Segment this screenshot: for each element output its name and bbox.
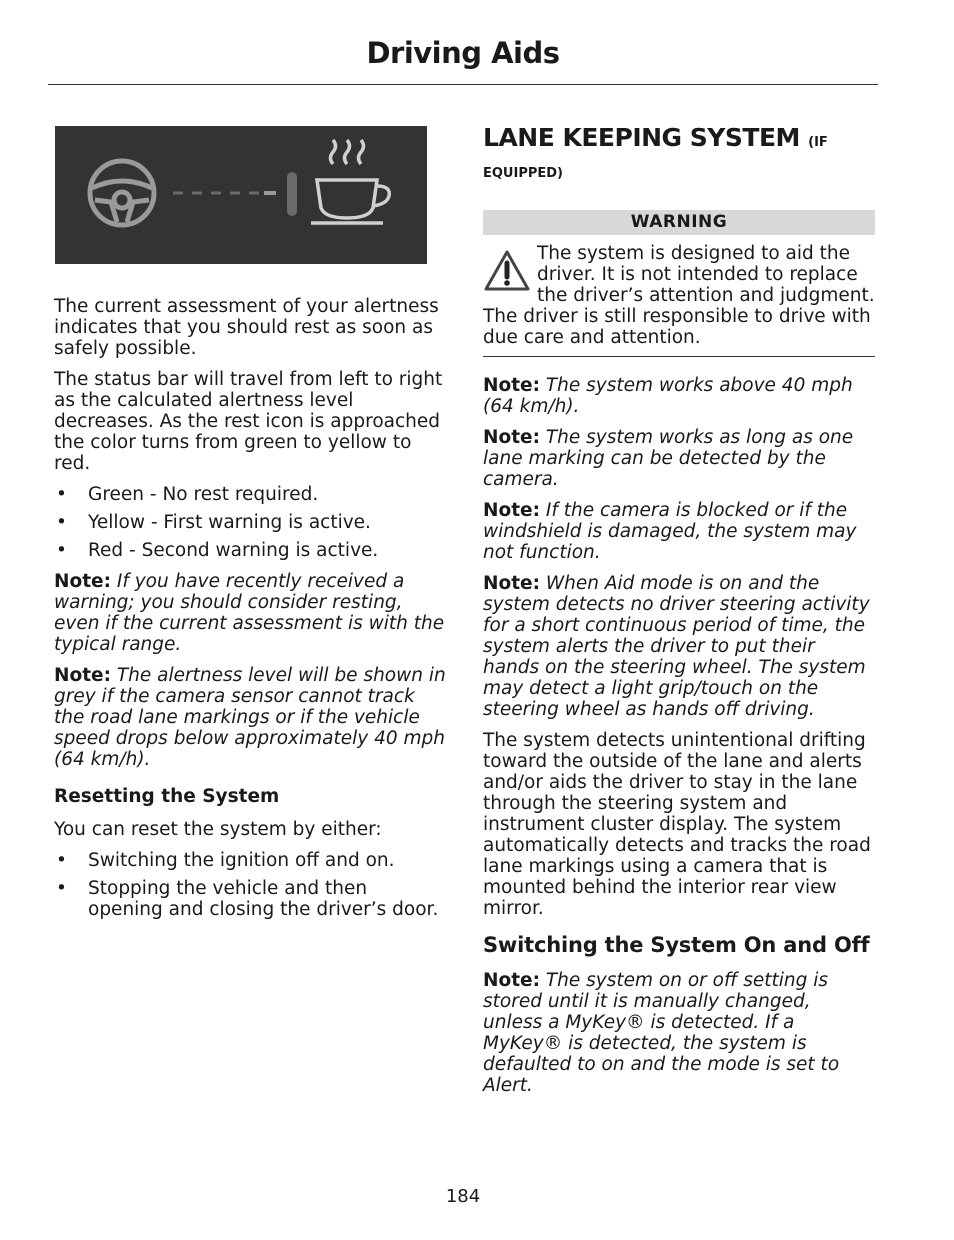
note: Note: When Aid mode is on and the system detects no driver steering activity for a short continuous period of time, the system alerts the driver to put their hands on the steering wheel. The system may detect a light grip/touch on the steering wheel as hands off driving. [483,573,870,720]
note: Note: The system works as long as one lane marking can be detected by the camera. [483,427,854,490]
warning-divider [483,356,875,357]
note: Note: If the camera is blocked or if the windshield is damaged, the system may not function. [483,500,857,563]
title-divider [48,84,878,85]
alertness-paragraph: The current assessment of your alertness indicates that you should rest as soon as safely possible. [54,296,439,359]
reset-list [54,850,446,920]
note: Note: The system on or off setting is stored until it is manually changed, unless a MyKey® is detected. If a MyKey® is detected, the system is defaulted to on and the mode is set to Alert. [483,970,840,1096]
alertness-marker [287,172,297,216]
list-item: • Yellow - First warning is active. [56,512,371,533]
left-column [54,296,446,930]
resetting-subheading: Resetting the System [54,786,280,807]
note: Note: If you have recently received a warning; you should consider resting, even if the current assessment is with the typical range. [54,571,445,655]
warning-header: WARNING [483,210,875,235]
color-list [54,484,446,561]
warning-text: The system is designed to aid the driver. It is not intended to replace the driver’s attention and judgment. The driver is still responsible to drive with due care and attention. [483,243,875,348]
switching-subheading: Switching the System On and Off [483,933,870,957]
list-item: • Stopping the vehicle and then opening and closing the driver’s door. [56,878,439,920]
lane-system-description: The system detects unintentional drifting toward the outside of the lane and alerts and/or aids the driver to stay in the lane through the steering system and instrument cluster display. The system automatically detects and tracks the road lane markings using a camera that is mounted behind the interior rear view mirror. [483,730,871,919]
page-number: 184 [445,1186,481,1207]
alertness-figure [55,126,427,264]
section-title-suffix: EQUIPPED) [483,166,563,181]
rest-coffee-cup-icon [311,140,389,223]
list-item: • Green - No rest required. [56,484,319,505]
list-item: • Switching the ignition off and on. [56,850,395,871]
note: Note: The alertness level will be shown in grey if the camera sensor cannot track the road lane markings or if the vehicle speed drops below approximately 40 mph (64 km/h). [54,665,446,770]
steering-wheel-icon [90,161,154,225]
list-item: • Red - Second warning is active. [56,540,379,561]
warning-box [483,243,875,348]
note: Note: The system works above 40 mph (64 km/h). [483,375,853,417]
status-bar-paragraph: The status bar will travel from left to right as the calculated alertness level decreases. As the rest icon is approached the color turns from green to yellow to red. [54,369,443,474]
reset-intro: You can reset the system by either: [54,819,382,840]
page-title: Driving Aids [366,36,560,70]
warning-triangle-icon [483,249,531,293]
right-column [483,124,875,1106]
section-title: LANE KEEPING SYSTEM (IF [483,123,828,152]
